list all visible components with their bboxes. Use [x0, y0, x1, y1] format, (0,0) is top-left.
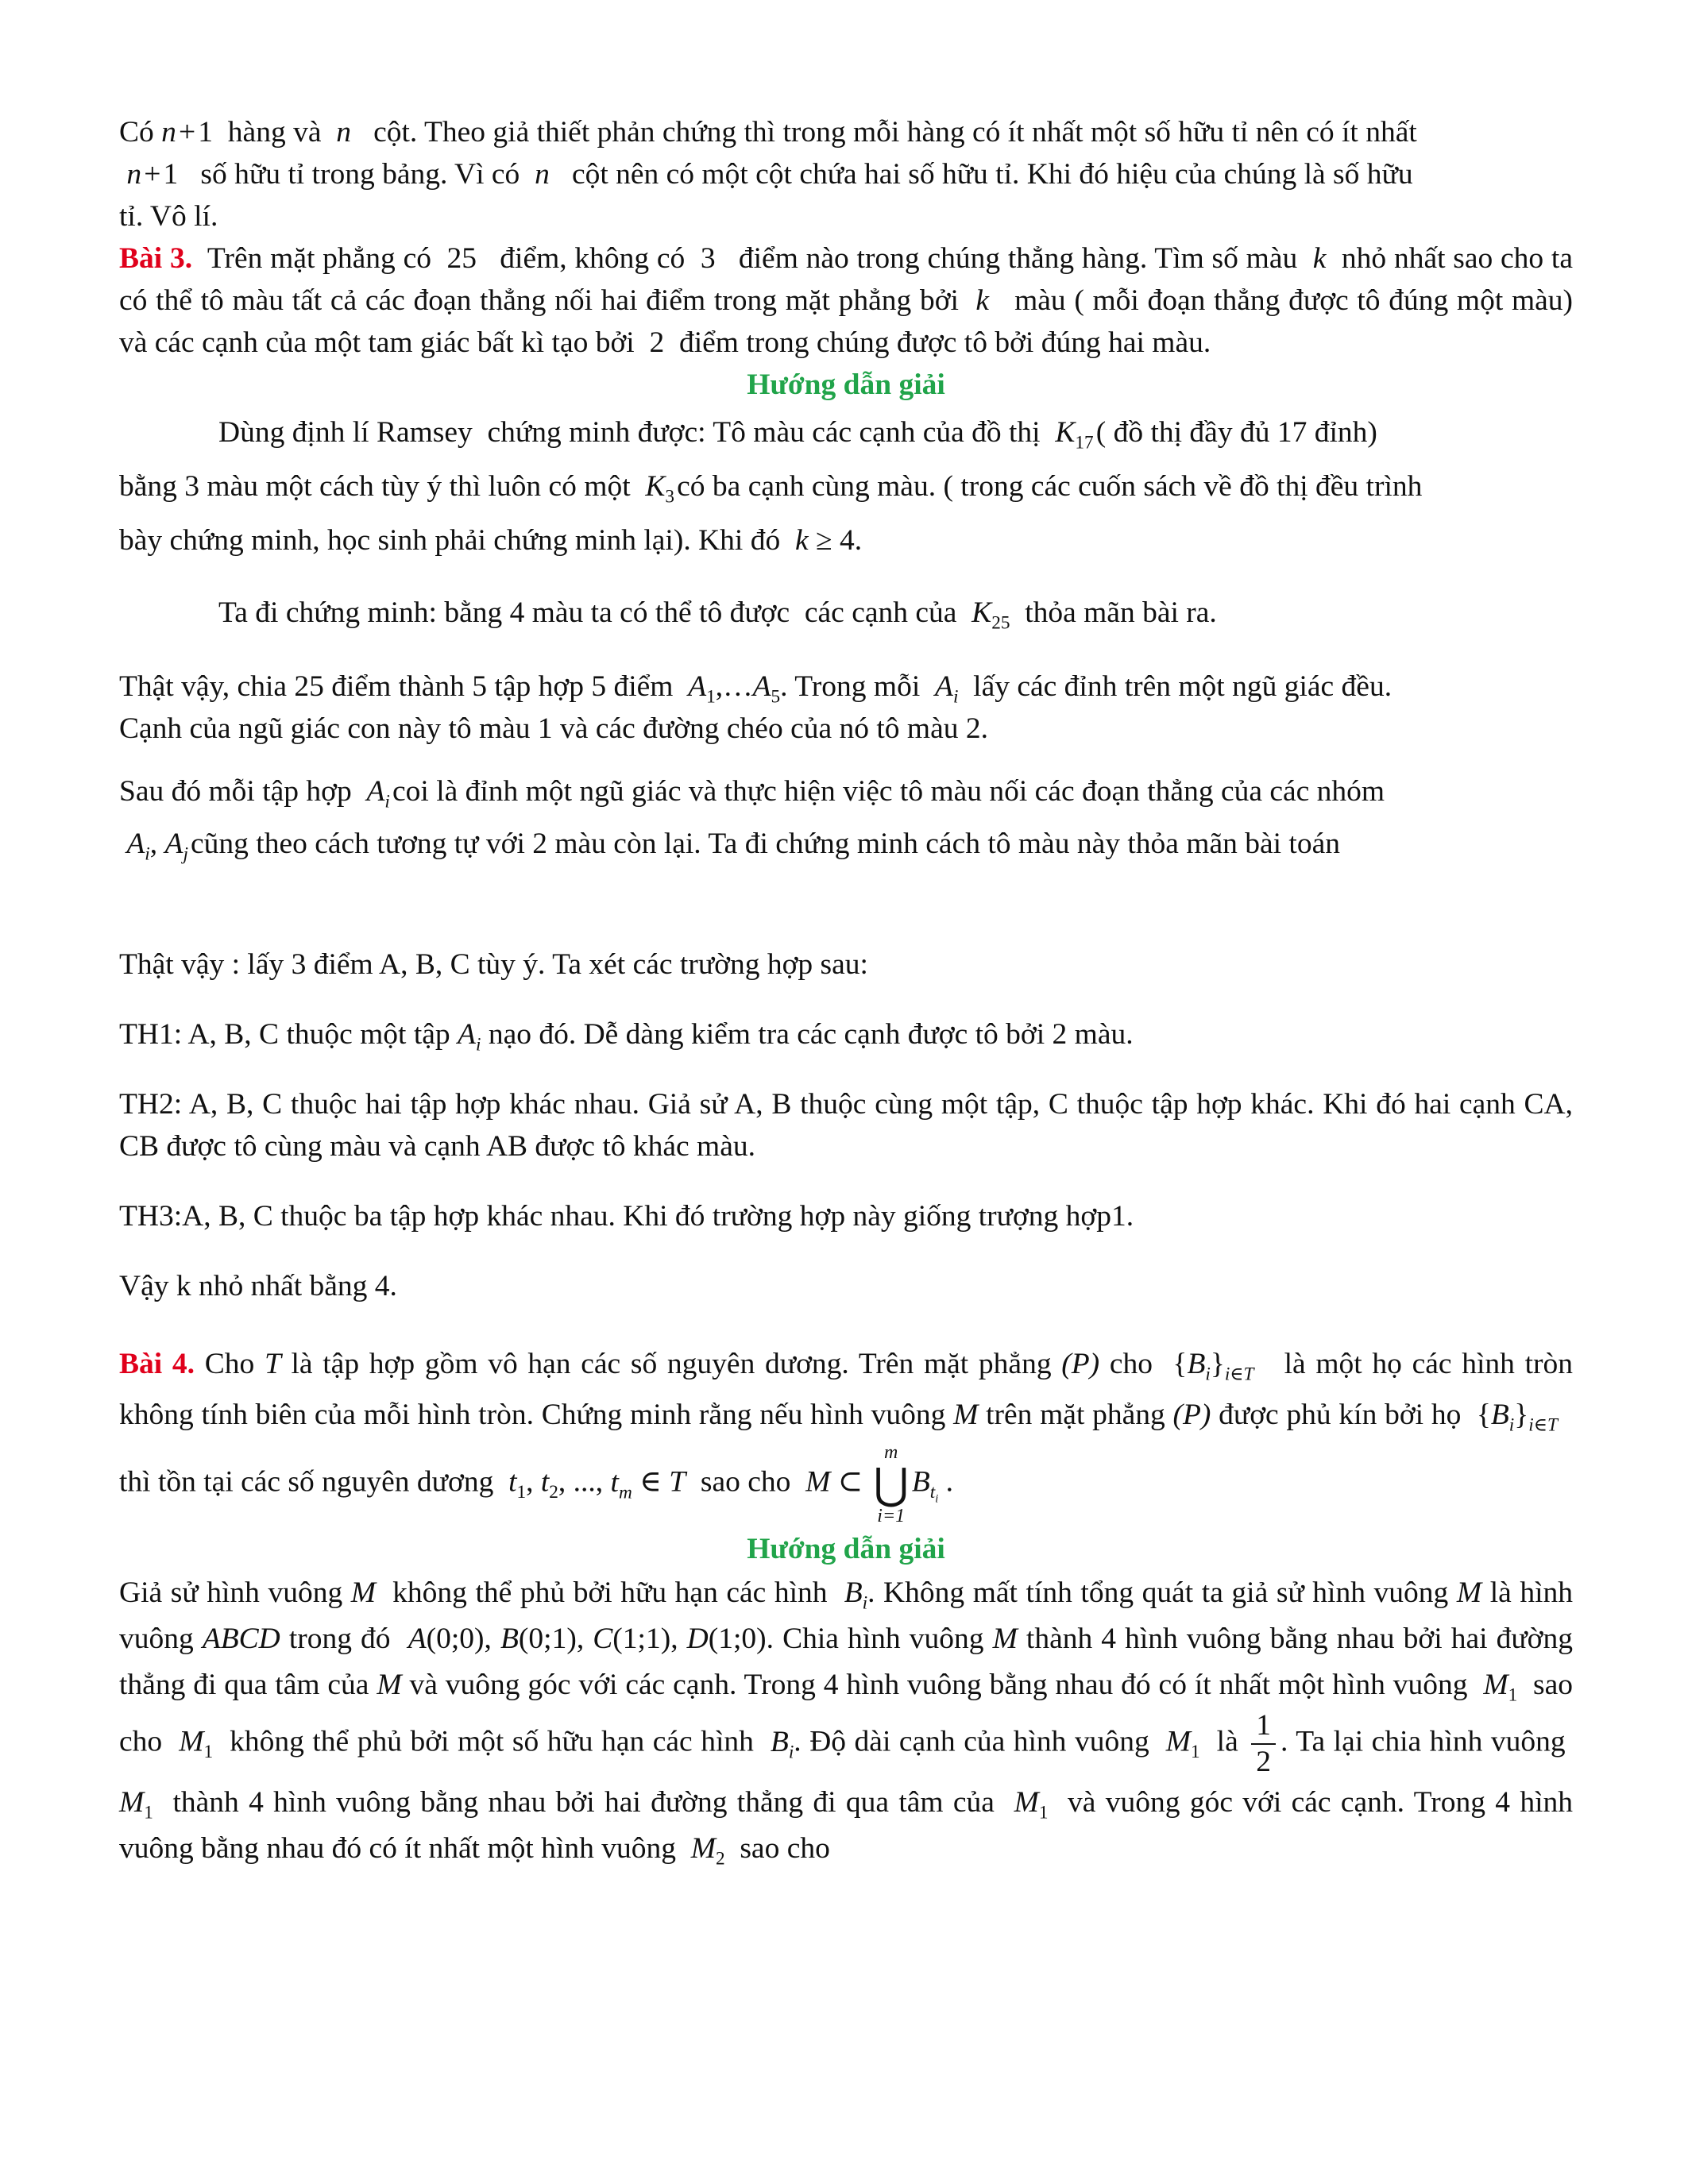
bai3-p5: Thật vậy : lấy 3 điểm A, B, C tùy ý. Ta xét các trường hợp sau: — [119, 948, 868, 981]
bai3-case1: TH1: A, B, C thuộc một tập $A_i$ nạo đó. Dễ dàng kiểm tra các cạnh được tô bởi 2 màu. — [119, 1018, 1134, 1055]
bai3-p2: Ta đi chứng minh: bằng 4 màu ta có thể tô được các cạnh của $K_{25}$ thỏa mãn bài ra. — [218, 596, 1217, 634]
bai4-solution: Giả sử hình vuông M không thể phủ bởi hữu hạn các hình $B_i$. Không mất tính tổng quát ta giả sử hình vuông M là hình vuông ABCD trong đó A(0;0), B(0;1), C(1;1), D(1;0). Chia hình vuông M thành 4 hình vuông bằng nhau bởi hai đường thẳng đi qua tâm của M và vuông góc với các cạnh. Trong 4 hình vuông bằng nhau đó có ít nhất một hình vuông $M_1$ sao cho $M_1$ không thể phủ bởi một số hữu hạn các hình $B_i$. Độ dài cạnh của hình vuông $M_1$ là $\frac{1}{2}$ . Ta lại chia hình vuông $M_1$ thành 4 hình vuông bằng nhau bởi hai đường thẳng đi qua tâm của $M_1$ và vuông góc với các cạnh. Trong 4 hình vuông bằng nhau đó có ít nhất một hình vuông $M_2$ sao cho — [119, 1576, 1574, 1870]
bai3-conclusion: Vậy k nhỏ nhất bằng 4. — [119, 1270, 397, 1302]
fraction-one-half: $\frac{1}{2}$ — [1251, 1708, 1276, 1780]
bai3-p1: Dùng định lí Ramsey chứng minh được: Tô màu các cạnh của đồ thị $K_{17}$ ( đồ thị đầy đủ 17 đỉnh) bằng 3 màu một cách tùy ý thì luôn có một $K_3$ có ba cạnh cùng màu. ( trong các cuốn sách về đồ thị đều trình bày chứng minh, học sinh phải chứng minh lại). Khi đó k ≥ 4. — [119, 416, 1423, 557]
bai4-problem: Bài 4. Cho T là tập hợp gồm vô hạn các số nguyên dương. Trên mặt phẳng (P) cho $\{B_i\}_{i\in T}$ là một họ các hình tròn không tính biên của mỗi hình tròn. Chứng minh rằng nếu hình vuông M trên mặt phẳng (P) được phủ kín bởi họ $\{B_i\}_{i\in T}$ thì tồn tại các số nguyên dương $t_1$, $t_2$, ..., $t_m$ ∈ T sao cho M ⊂ m ⋃ i=1 $B_{t_i}$ . — [119, 1348, 1573, 1526]
document-page — [119, 111, 1573, 1872]
bai4-label: Bài 4. — [119, 1348, 195, 1380]
bai3-problem: Bài 3. Trên mặt phẳng có 25 điểm, không có 3 điểm nào trong chúng thẳng hàng. Tìm số màu k nhỏ nhất sao cho ta có thể tô màu tất cả các đoạn thẳng nối hai điểm trong mặt phẳng bởi k màu ( mỗi đoạn thẳng được tô đúng một màu) và các cạnh của một tam giác bất kì tạo bởi 2 điểm trong chúng được tô bởi đúng hai màu. — [119, 242, 1573, 359]
union-symbol: m ⋃ i=1 — [873, 1442, 909, 1526]
bai3-p4: Sau đó mỗi tập hợp $A_i$ coi là đỉnh một ngũ giác và thực hiện việc tô màu nối các đoạn thẳng của các nhóm $A_i$, $A_j$ cũng theo cách tương tự với 2 màu còn lại. Ta đi chứng minh cách tô màu này thỏa mãn bài toán — [119, 775, 1385, 865]
bai3-case2: TH2: A, B, C thuộc hai tập hợp khác nhau. Giả sử A, B thuộc cùng một tập, C thuộc tập hợp khác. Khi đó hai cạnh CA, CB được tô cùng màu và cạnh AB được tô khác màu. — [119, 1088, 1573, 1163]
bai3-heading: Hướng dẫn giải — [747, 369, 945, 401]
bai3-p3: Thật vậy, chia 25 điểm thành 5 tập hợp 5 điểm $A_1,\dots A_5$. Trong mỗi $A_i$ lấy các đỉnh trên một ngũ giác đều. Cạnh của ngũ giác con này tô màu 1 và các đường chéo của nó tô màu 2. — [119, 670, 1393, 745]
bai4-heading: Hướng dẫn giải — [747, 1533, 945, 1565]
bai3-case3: TH3:A, B, C thuộc ba tập hợp khác nhau. Khi đó trường hợp này giống trượng hợp1. — [119, 1200, 1134, 1233]
bai3-label: Bài 3. — [119, 242, 193, 275]
intro-paragraph: Có n + 1 hàng và n cột. Theo giả thiết phản chứng thì trong mỗi hàng có ít nhất một số hữu tỉ nên có ít nhất n + 1 số hữu tỉ trong bảng. Vì có n cột nên có một cột chứa hai số hữu tỉ. Khi đó hiệu của chúng là số hữu tỉ. Vô lí. — [119, 116, 1417, 233]
